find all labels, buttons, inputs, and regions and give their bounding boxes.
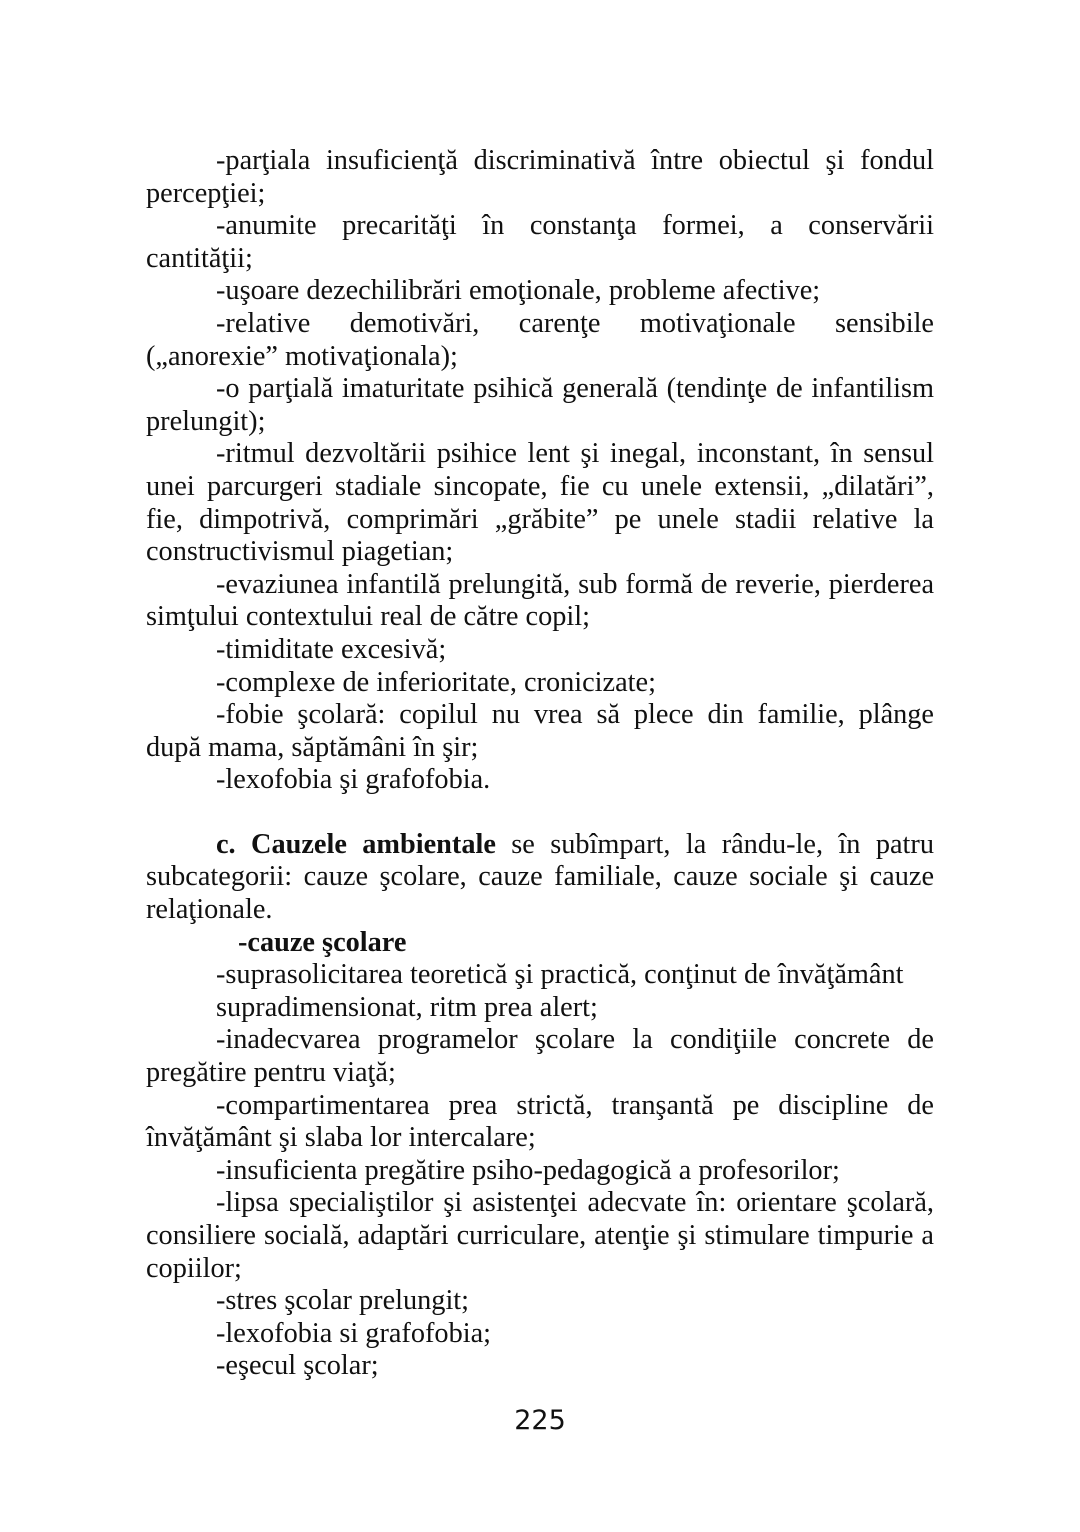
list-item: -o parţială imaturitate psihică generală (tendinţe de infantilism prelungit); — [146, 373, 934, 437]
list-item: -parţiala insuficienţă discriminativă între obiectul şi fondul percepţiei; — [146, 145, 934, 209]
list-item: -suprasolicitarea teoretică şi practică, conţinut de învăţământ supradimensionat, ritm prea alert; — [216, 959, 904, 1023]
section-c-text: se subîmpart, la rându-le, în patru subcategorii: cauze şcolare, cauze familiale, cauze sociale şi cauze relaţionale. — [146, 828, 934, 926]
list-item: -timiditate excesivă; — [216, 633, 447, 665]
list-item: -eşecul şcolar; — [216, 1350, 379, 1382]
page-number: 225 — [514, 1405, 566, 1436]
list-item: -lipsa specialiştilor şi asistenţei adecvate în: orientare şcolară, consiliere socială, adaptări curriculare, atenţie şi stimulare timpurie a copiilor; — [146, 1187, 934, 1284]
section-spacer — [146, 797, 934, 829]
section-c-heading: c. Cauzele ambientale — [216, 828, 496, 860]
list-item: -stres şcolar prelungit; — [216, 1285, 470, 1317]
list-item: -evaziunea infantilă prelungită, sub formă de reverie, pierderea simţului contextului real de către copil; — [146, 568, 934, 633]
list-item: -lexofobia şi grafofobia. — [216, 764, 491, 796]
list-item: -inadecvarea programelor şcolare la condiţiile concrete de pregătire pentru viaţă; — [146, 1024, 934, 1089]
list-item: -uşoare dezechilibrări emoţionale, probleme afective; — [216, 275, 821, 307]
list-item: -complexe de inferioritate, cronicizate; — [216, 666, 656, 698]
section-c-paragraph — [146, 829, 934, 927]
list-item: -compartimentarea prea strictă, tranşantă pe discipline de învăţământ şi slaba lor intercalare; — [146, 1089, 934, 1154]
list-item: -anumite precarităţi în constanţa formei, a conservării cantităţii; — [146, 210, 934, 274]
list-item: -lexofobia si grafofobia; — [216, 1317, 492, 1349]
list-item: -relative demotivări, carenţe motivaţionale sensibile („anorexie” motivaţionala); — [146, 307, 934, 372]
list-item: -fobie şcolară: copilul nu vrea să plece din familie, plânge după mama, săptămâni în şir; — [146, 699, 934, 763]
page-body — [146, 145, 934, 1383]
list-item: -insuficienta pregătire psiho-pedagogică a profesorilor; — [216, 1154, 840, 1186]
subheading-cauze-scolare: -cauze şcolare — [238, 926, 407, 958]
list-item: -ritmul dezvoltării psihice lent şi inegal, inconstant, în sensul unei parcurgeri stadiale sincopate, fie cu unele extensii, „dilatări”, fie, dimpotrivă, comprimări „grăbite” pe unele stadii relative la constructivismul piagetian; — [146, 438, 934, 568]
